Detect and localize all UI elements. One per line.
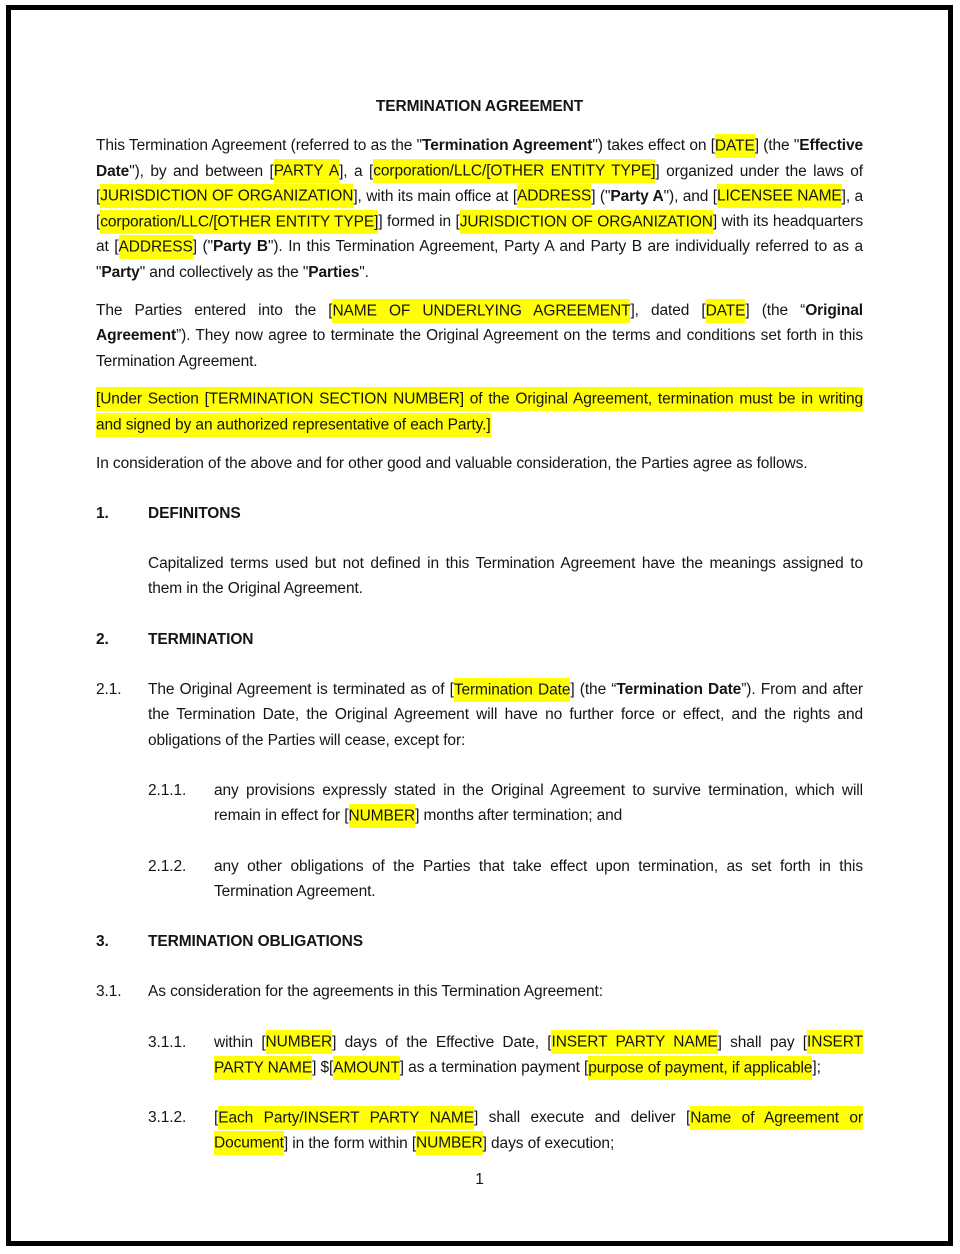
text-segment: ] in the form within [ [283,1134,417,1152]
highlighted-placeholder: AMOUNT [333,1056,400,1080]
text-segment: ] $[ [312,1059,334,1077]
section-label: TERMINATION OBLIGATIONS [148,933,363,951]
text-segment: Capitalized terms used but not defined in this Termination Agreement have the meanings assigned to them in the Original Agreement. [148,555,863,598]
text-segment: ] days of the Effective Date, [ [332,1033,552,1051]
text-segment: ], dated [ [630,302,706,320]
text-segment: ”). From and after the Termination Date, the Original Agreement will have no further force or effect, and the rights and obligations of the Parties will cease, except for: [148,681,863,749]
document-title: TERMINATION AGREEMENT [375,98,584,115]
highlighted-placeholder: Termination Date [454,678,571,702]
text-segment: ] (" [192,238,214,256]
text-segment: any other obligations of the Parties that take effect upon termination, as set forth in this Termination Agreement. [214,857,863,900]
highlighted-placeholder: corporation/LLC/[OTHER ENTITY TYPE] [373,159,655,183]
text-segment: "), by and between [ [129,162,274,180]
text-segment: any provisions expressly stated in the Original Agreement to survive termination, which will remain in effect for [ [214,781,863,825]
text-segment: Termination Date [616,681,742,699]
paragraph-definitions-body [148,551,863,602]
text-segment: [ [214,1109,219,1127]
footer-page-number: 1 [475,1171,484,1188]
paragraph-preamble [96,133,863,285]
text-segment: As consideration for the agreements in this Termination Agreement: [148,983,603,1001]
text-segment: ] organized under the laws of [ [96,162,864,205]
section-number: 2. [96,630,109,648]
section-heading-termination [96,627,863,652]
text-segment: ") takes effect on [ [592,137,715,155]
text-segment: The Original Agreement is terminated as of [ [148,681,454,699]
text-segment: ] (" [591,187,611,205]
highlighted-placeholder: INSERT PARTY NAME [551,1030,717,1054]
text-segment: ] days of execution; [482,1134,615,1152]
clause-2-1-2 [148,854,863,905]
highlighted-placeholder: ADDRESS [119,235,193,259]
highlighted-placeholder: [Under Section [TERMINATION SECTION NUMBER] of the Original Agreement, termination must be in writing and signed by an authorized representative of each Party.] [96,387,863,436]
clause-number: 3.1. [96,983,122,1001]
highlighted-placeholder: JURISDICTION OF ORGANIZATION [100,184,353,208]
highlighted-placeholder: corporation/LLC/[OTHER ENTITY TYPE] [100,210,378,234]
document-body [96,94,863,1156]
highlighted-placeholder: LICENSEE NAME [717,184,842,208]
text-segment: ] shall execute and deliver [ [473,1109,691,1127]
section-heading-definitions [96,501,863,526]
text-segment: ], with its main office at [ [353,187,518,205]
text-segment: "), and [ [663,187,717,205]
clause-text [214,854,863,905]
clause-3-1-2 [148,1105,863,1156]
highlighted-placeholder: NUMBER [266,1030,333,1054]
highlighted-placeholder: NUMBER [416,1131,483,1155]
text-segment: ] months after termination; and [415,807,623,825]
text-segment: "). In this Termination Agreement, Party A and Party B are individually referred to as a " [96,238,863,281]
text-segment: ] formed in [ [378,213,460,231]
text-segment: Termination Agreement [422,137,593,155]
text-segment: ] (the “ [745,302,806,320]
text-segment: ". [359,263,369,281]
text-segment: ] as a termination payment [ [399,1059,589,1077]
paragraph-recital [96,298,863,374]
highlighted-placeholder: purpose of payment, if applicable [588,1056,812,1080]
highlighted-placeholder: Name of Agreement or Document [214,1106,863,1155]
text-segment: ], a [ [96,187,863,231]
text-segment: In consideration of the above and for other good and valuable consideration, the Parties agree as follows. [96,454,808,472]
clause-text [214,778,863,829]
text-segment: ] (the “ [570,681,617,699]
clause-number: 3.1.2. [148,1109,187,1127]
text-segment: Parties [308,263,360,281]
highlighted-placeholder: ADDRESS [517,184,591,208]
text-segment: Party B [213,238,268,256]
clause-2-1-1 [148,778,863,829]
text-segment: ], a [ [339,162,374,180]
section-heading-termination-obligations [96,929,863,954]
highlighted-placeholder: NAME OF UNDERLYING AGREEMENT [332,299,630,323]
paragraph-termination-notice-highlighted [96,387,863,438]
clause-text [148,677,863,753]
clause-number: 2.1.1. [148,781,187,799]
section-number: 3. [96,933,109,951]
section-label: DEFINITONS [148,504,241,522]
clause-number: 3.1.1. [148,1033,187,1051]
text-segment: ] shall pay [ [717,1033,808,1051]
section-label: TERMINATION [148,630,254,648]
clause-text [214,1105,863,1156]
clause-number: 2.1. [96,681,122,699]
text-segment: This Termination Agreement (referred to as the " [96,137,423,155]
clause-text [148,979,863,1004]
text-segment: Original Agreement [96,302,863,345]
highlighted-placeholder: Each Party/INSERT PARTY NAME [218,1106,474,1130]
highlighted-placeholder: JURISDICTION OF ORGANIZATION [460,210,713,234]
document-page [6,5,953,1246]
text-segment: ] with its headquarters at [ [96,213,863,256]
text-segment: Party [101,263,140,281]
clause-text [214,1030,863,1081]
text-segment: Effective Date [96,137,864,180]
text-segment: ] (the " [754,137,800,155]
highlighted-placeholder: DATE [715,134,755,158]
text-segment: The Parties entered into the [ [96,302,333,320]
highlighted-placeholder: DATE [706,299,746,323]
text-segment: ]; [812,1059,821,1077]
clause-3-1-1 [148,1030,863,1081]
text-segment: " and collectively as the " [139,263,309,281]
text-segment: Party A [610,187,664,205]
highlighted-placeholder: NUMBER [349,804,416,828]
section-number: 1. [96,504,109,522]
clause-3-1 [96,979,863,1004]
highlighted-placeholder: PARTY A [274,159,339,183]
clause-2-1 [96,677,863,753]
text-segment: within [ [214,1033,266,1051]
clause-number: 2.1.2. [148,857,187,875]
paragraph-consideration [96,451,863,476]
highlighted-placeholder: INSERT PARTY NAME [214,1030,863,1079]
text-segment: ”). They now agree to terminate the Original Agreement on the terms and conditions set forth in this Termination Agreement. [96,327,863,370]
